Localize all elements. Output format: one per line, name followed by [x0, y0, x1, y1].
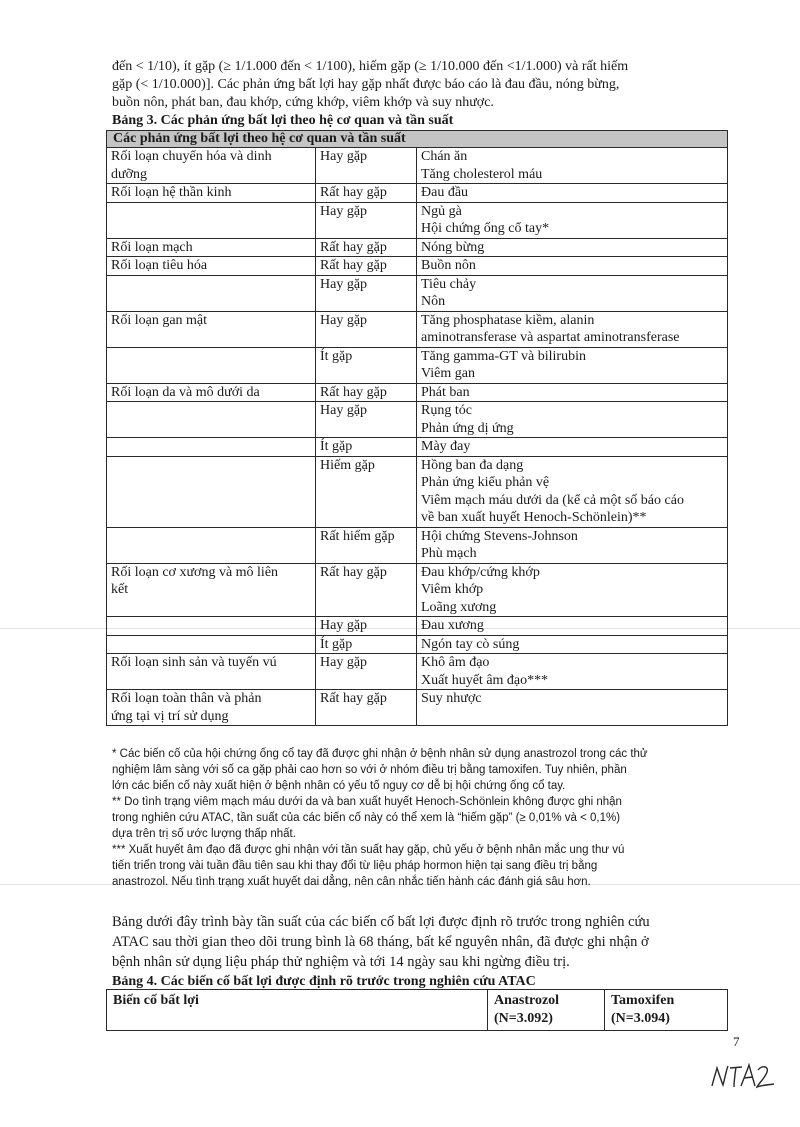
footnote-line: *** Xuất huyết âm đạo đã được ghi nhận với tần suất hay gặp, chủ yếu ở bệnh nhân mắc ung thư vú	[112, 844, 625, 856]
adverse-effect-cell	[417, 311, 728, 347]
table-row	[107, 311, 728, 347]
intro-line: buồn nôn, phát ban, đau khớp, cứng khớp, viêm khớp và suy nhược.	[112, 95, 494, 110]
frequency-line: Hay gặp	[320, 655, 368, 670]
table3-body	[107, 148, 728, 726]
frequency-cell	[316, 275, 417, 311]
adverse-effect-line: Phát ban	[421, 384, 470, 400]
adverse-effect-cell	[417, 402, 728, 438]
adverse-effect-line: Ngủ gà	[421, 203, 462, 219]
table-row	[107, 275, 728, 311]
table-row	[107, 456, 728, 527]
organ-system-cell	[107, 527, 316, 563]
table3-header: Các phản ứng bất lợi theo hệ cơ quan và tần suất	[107, 131, 728, 148]
frequency-cell	[316, 635, 417, 654]
organ-system-cell	[107, 617, 316, 636]
adverse-effect-line: Tăng cholesterol máu	[421, 166, 543, 182]
adverse-effect-line: Suy nhược	[421, 691, 482, 706]
atac-paragraph	[112, 912, 726, 972]
adverse-effect-line: Ngón tay cò súng	[421, 636, 520, 652]
organ-system-line: Rối loạn mạch	[111, 239, 193, 255]
table-row	[107, 238, 728, 257]
frequency-cell	[316, 202, 417, 238]
organ-system-cell	[107, 654, 316, 690]
adverse-effect-line: Đau xương	[421, 618, 484, 633]
frequency-cell	[316, 257, 417, 276]
adverse-reactions-table	[106, 130, 728, 726]
frequency-line: Hiếm gặp	[320, 457, 375, 473]
adverse-effect-cell	[417, 257, 728, 276]
adverse-effect-line: Hội chứng ống cổ tay*	[421, 221, 550, 236]
adverse-effect-line: Tăng gamma-GT và bilirubin	[421, 348, 586, 364]
frequency-cell	[316, 617, 417, 636]
footnote-line: tiến triển trong vài tuần đầu tiên sau khi thay đổi từ liệu pháp hormon hiện tại sang điều trị bằng	[112, 860, 598, 872]
frequency-cell	[316, 311, 417, 347]
organ-system-cell	[107, 563, 316, 617]
organ-system-line: ứng tại vị trí sử dụng	[111, 708, 229, 724]
table3-caption: Bảng 3. Các phản ứng bất lợi theo hệ cơ quan và tần suất	[112, 113, 454, 128]
organ-system-cell	[107, 238, 316, 257]
adverse-effect-cell	[417, 184, 728, 203]
footnote-line: nghiệm lâm sàng với số ca gặp phải cao hơn so với ở nhóm điều trị bằng tamoxifen. Tuy nhiên, phần	[112, 764, 627, 776]
frequency-cell	[316, 690, 417, 726]
organ-system-cell	[107, 690, 316, 726]
table-row	[107, 383, 728, 402]
organ-system-line: Rối loạn toàn thân và phản	[111, 691, 262, 706]
table-row	[107, 654, 728, 690]
organ-system-cell	[107, 635, 316, 654]
table-row	[107, 438, 728, 457]
frequency-line: Ít gặp	[320, 348, 353, 364]
organ-system-cell	[107, 275, 316, 311]
frequency-line: Hay gặp	[320, 203, 368, 219]
frequency-line: Rất hay gặp	[320, 258, 387, 273]
footnote-line: ** Do tình trạng viêm mạch máu dưới da và ban xuất huyết Henoch-Schönlein không được ghi nhận	[112, 796, 622, 808]
adverse-effect-cell	[417, 654, 728, 690]
footnote-line: dựa trên trị số ước lượng thấp nhất.	[112, 828, 296, 840]
adverse-effect-line: Phản ứng dị ứng	[421, 420, 514, 436]
footnote-line: trong nghiên cứu ATAC, tần suất của các biến cố này có thể xem là “hiếm gặp” (≥ 0,01% và < 0,1%)	[112, 812, 621, 824]
table-row	[107, 184, 728, 203]
organ-system-line: Rối loạn da và mô dưới da	[111, 384, 260, 400]
organ-system-line: Rối loạn gan mật	[111, 312, 208, 328]
frequency-cell	[316, 438, 417, 457]
adverse-effect-cell	[417, 275, 728, 311]
adverse-effect-line: Phù mạch	[421, 546, 477, 561]
adverse-effect-line: Loãng xương	[421, 599, 497, 615]
table4-caption: Bảng 4. Các biến cố bất lợi được định rõ trước trong nghiên cứu ATAC	[112, 974, 536, 989]
frequency-cell	[316, 383, 417, 402]
adverse-effect-cell	[417, 202, 728, 238]
col-title: Tamoxifen	[611, 993, 675, 1008]
table-row	[107, 148, 728, 184]
table-row	[107, 527, 728, 563]
adverse-effect-line: Phản ứng kiểu phản vệ	[421, 475, 550, 490]
organ-system-cell	[107, 402, 316, 438]
adverse-effect-cell	[417, 347, 728, 383]
footnote-2	[112, 794, 728, 842]
adverse-effect-cell	[417, 148, 728, 184]
organ-system-line: Rối loạn cơ xương và mô liên	[111, 564, 279, 580]
adverse-effect-cell	[417, 438, 728, 457]
frequency-line: Rất hiếm gặp	[320, 528, 395, 544]
adverse-effect-line: Đau khớp/cứng khớp	[421, 564, 540, 580]
footnote-1	[112, 746, 728, 794]
frequency-cell	[316, 238, 417, 257]
footnote-line: * Các biến cố của hội chứng ống cổ tay đã được ghi nhận ở bệnh nhân sử dụng anastrozol trong các thử	[112, 748, 648, 760]
adverse-effect-cell	[417, 456, 728, 527]
table-row	[107, 257, 728, 276]
adverse-effect-line: Nôn	[421, 294, 446, 309]
col-n: (N=3.092)	[494, 1011, 553, 1026]
adverse-effect-line: Chán ăn	[421, 149, 468, 164]
adverse-effect-line: Hội chứng Stevens-Johnson	[421, 528, 578, 544]
adverse-effect-line: Tăng phosphatase kiềm, alanin	[421, 312, 595, 328]
table-row	[107, 635, 728, 654]
para-line: ATAC sau thời gian theo dõi trung bình là 68 tháng, bất kể nguyên nhân, đã được ghi nhận ở	[112, 934, 649, 950]
footnote-3	[112, 842, 728, 890]
footnote-line: anastrozol. Nếu tình trạng xuất huyết dai dẳng, nên cân nhắc tiến hành các đánh giá sâu hơn.	[112, 876, 591, 888]
adverse-effect-cell	[417, 690, 728, 726]
adverse-effect-line: Đau đầu	[421, 185, 469, 200]
organ-system-cell	[107, 311, 316, 347]
frequency-line: Hay gặp	[320, 276, 368, 292]
organ-system-line: Rối loạn chuyển hóa và dinh	[111, 149, 272, 164]
frequency-cell	[316, 654, 417, 690]
atac-events-table	[106, 989, 728, 1031]
adverse-effect-cell	[417, 635, 728, 654]
intro-paragraph	[112, 58, 720, 112]
table4-col-tamoxifen	[605, 990, 728, 1031]
organ-system-cell	[107, 438, 316, 457]
intro-line: gặp (< 1/10.000)]. Các phản ứng bất lợi hay gặp nhất được báo cáo là đau đầu, nóng bừng,	[112, 77, 620, 92]
table-row	[107, 347, 728, 383]
table-row	[107, 563, 728, 617]
adverse-effect-line: Viêm gan	[421, 366, 475, 381]
para-line: bệnh nhân sử dụng liệu pháp thử nghiệm và tới 14 ngày sau khi ngừng điều trị.	[112, 954, 570, 970]
organ-system-cell	[107, 148, 316, 184]
organ-system-cell	[107, 202, 316, 238]
adverse-effect-cell	[417, 527, 728, 563]
footnotes	[112, 746, 728, 890]
frequency-line: Hay gặp	[320, 149, 368, 164]
adverse-effect-line: Nóng bừng	[421, 239, 485, 255]
table4-col-adverse-event: Biến cố bất lợi	[107, 990, 488, 1031]
handwritten-initials	[708, 1058, 778, 1092]
para-line: Bảng dưới đây trình bày tần suất của các biến cố bất lợi được định rõ trước trong nghiên cứu	[112, 914, 650, 930]
frequency-cell	[316, 563, 417, 617]
adverse-effect-line: Khô âm đạo	[421, 655, 490, 670]
frequency-line: Rất hay gặp	[320, 564, 387, 580]
adverse-effect-cell	[417, 563, 728, 617]
col-n: (N=3.094)	[611, 1011, 670, 1026]
frequency-line: Hay gặp	[320, 403, 368, 418]
organ-system-line: Rối loạn tiêu hóa	[111, 258, 208, 273]
table-row	[107, 690, 728, 726]
adverse-effect-line: Tiêu chảy	[421, 276, 477, 292]
organ-system-line: Rối loạn hệ thần kinh	[111, 185, 232, 200]
adverse-effect-cell	[417, 617, 728, 636]
frequency-cell	[316, 148, 417, 184]
footnote-line: lớn các biến cố này xuất hiện ở bệnh nhân có yếu tố nguy cơ dễ bị hội chứng ống cổ tay.	[112, 780, 566, 792]
frequency-line: Rất hay gặp	[320, 185, 387, 200]
organ-system-line: Rối loạn sinh sản và tuyến vú	[111, 655, 277, 670]
adverse-effect-line: về ban xuất huyết Henoch-Schönlein)**	[421, 510, 647, 525]
organ-system-cell	[107, 456, 316, 527]
organ-system-cell	[107, 257, 316, 276]
adverse-effect-line: Xuất huyết âm đạo***	[421, 672, 549, 688]
adverse-effect-cell	[417, 238, 728, 257]
organ-system-cell	[107, 383, 316, 402]
frequency-line: Rất hay gặp	[320, 691, 387, 706]
col-title: Anastrozol	[494, 993, 560, 1008]
adverse-effect-line: Viêm khớp	[421, 582, 484, 597]
page-number: 7	[733, 1034, 740, 1049]
table-row	[107, 202, 728, 238]
frequency-line: Hay gặp	[320, 312, 368, 328]
frequency-line: Rất hay gặp	[320, 384, 387, 400]
table-row	[107, 402, 728, 438]
frequency-line: Rất hay gặp	[320, 239, 387, 255]
frequency-line: Hay gặp	[320, 618, 368, 633]
table-row	[107, 617, 728, 636]
frequency-cell	[316, 347, 417, 383]
adverse-effect-line: Viêm mạch máu dưới da (kể cả một số báo cáo	[421, 492, 684, 508]
frequency-line: Ít gặp	[320, 439, 353, 454]
intro-line: đến < 1/10), ít gặp (≥ 1/1.000 đến < 1/100), hiếm gặp (≥ 1/10.000 đến <1/1.000) và rất hiếm	[112, 59, 629, 74]
organ-system-line: dưỡng	[111, 166, 147, 182]
frequency-cell	[316, 402, 417, 438]
table4-col-anastrozol	[488, 990, 605, 1031]
adverse-effect-line: Hồng ban đa dạng	[421, 457, 524, 473]
frequency-cell	[316, 456, 417, 527]
adverse-effect-line: aminotransferase và aspartat aminotransferase	[421, 330, 680, 345]
organ-system-cell	[107, 184, 316, 203]
adverse-effect-cell	[417, 383, 728, 402]
adverse-effect-line: Buồn nôn	[421, 258, 476, 273]
frequency-cell	[316, 527, 417, 563]
organ-system-line: kết	[111, 582, 129, 597]
adverse-effect-line: Mày đay	[421, 439, 471, 454]
organ-system-cell	[107, 347, 316, 383]
frequency-line: Ít gặp	[320, 636, 353, 652]
adverse-effect-line: Rụng tóc	[421, 403, 472, 418]
frequency-cell	[316, 184, 417, 203]
